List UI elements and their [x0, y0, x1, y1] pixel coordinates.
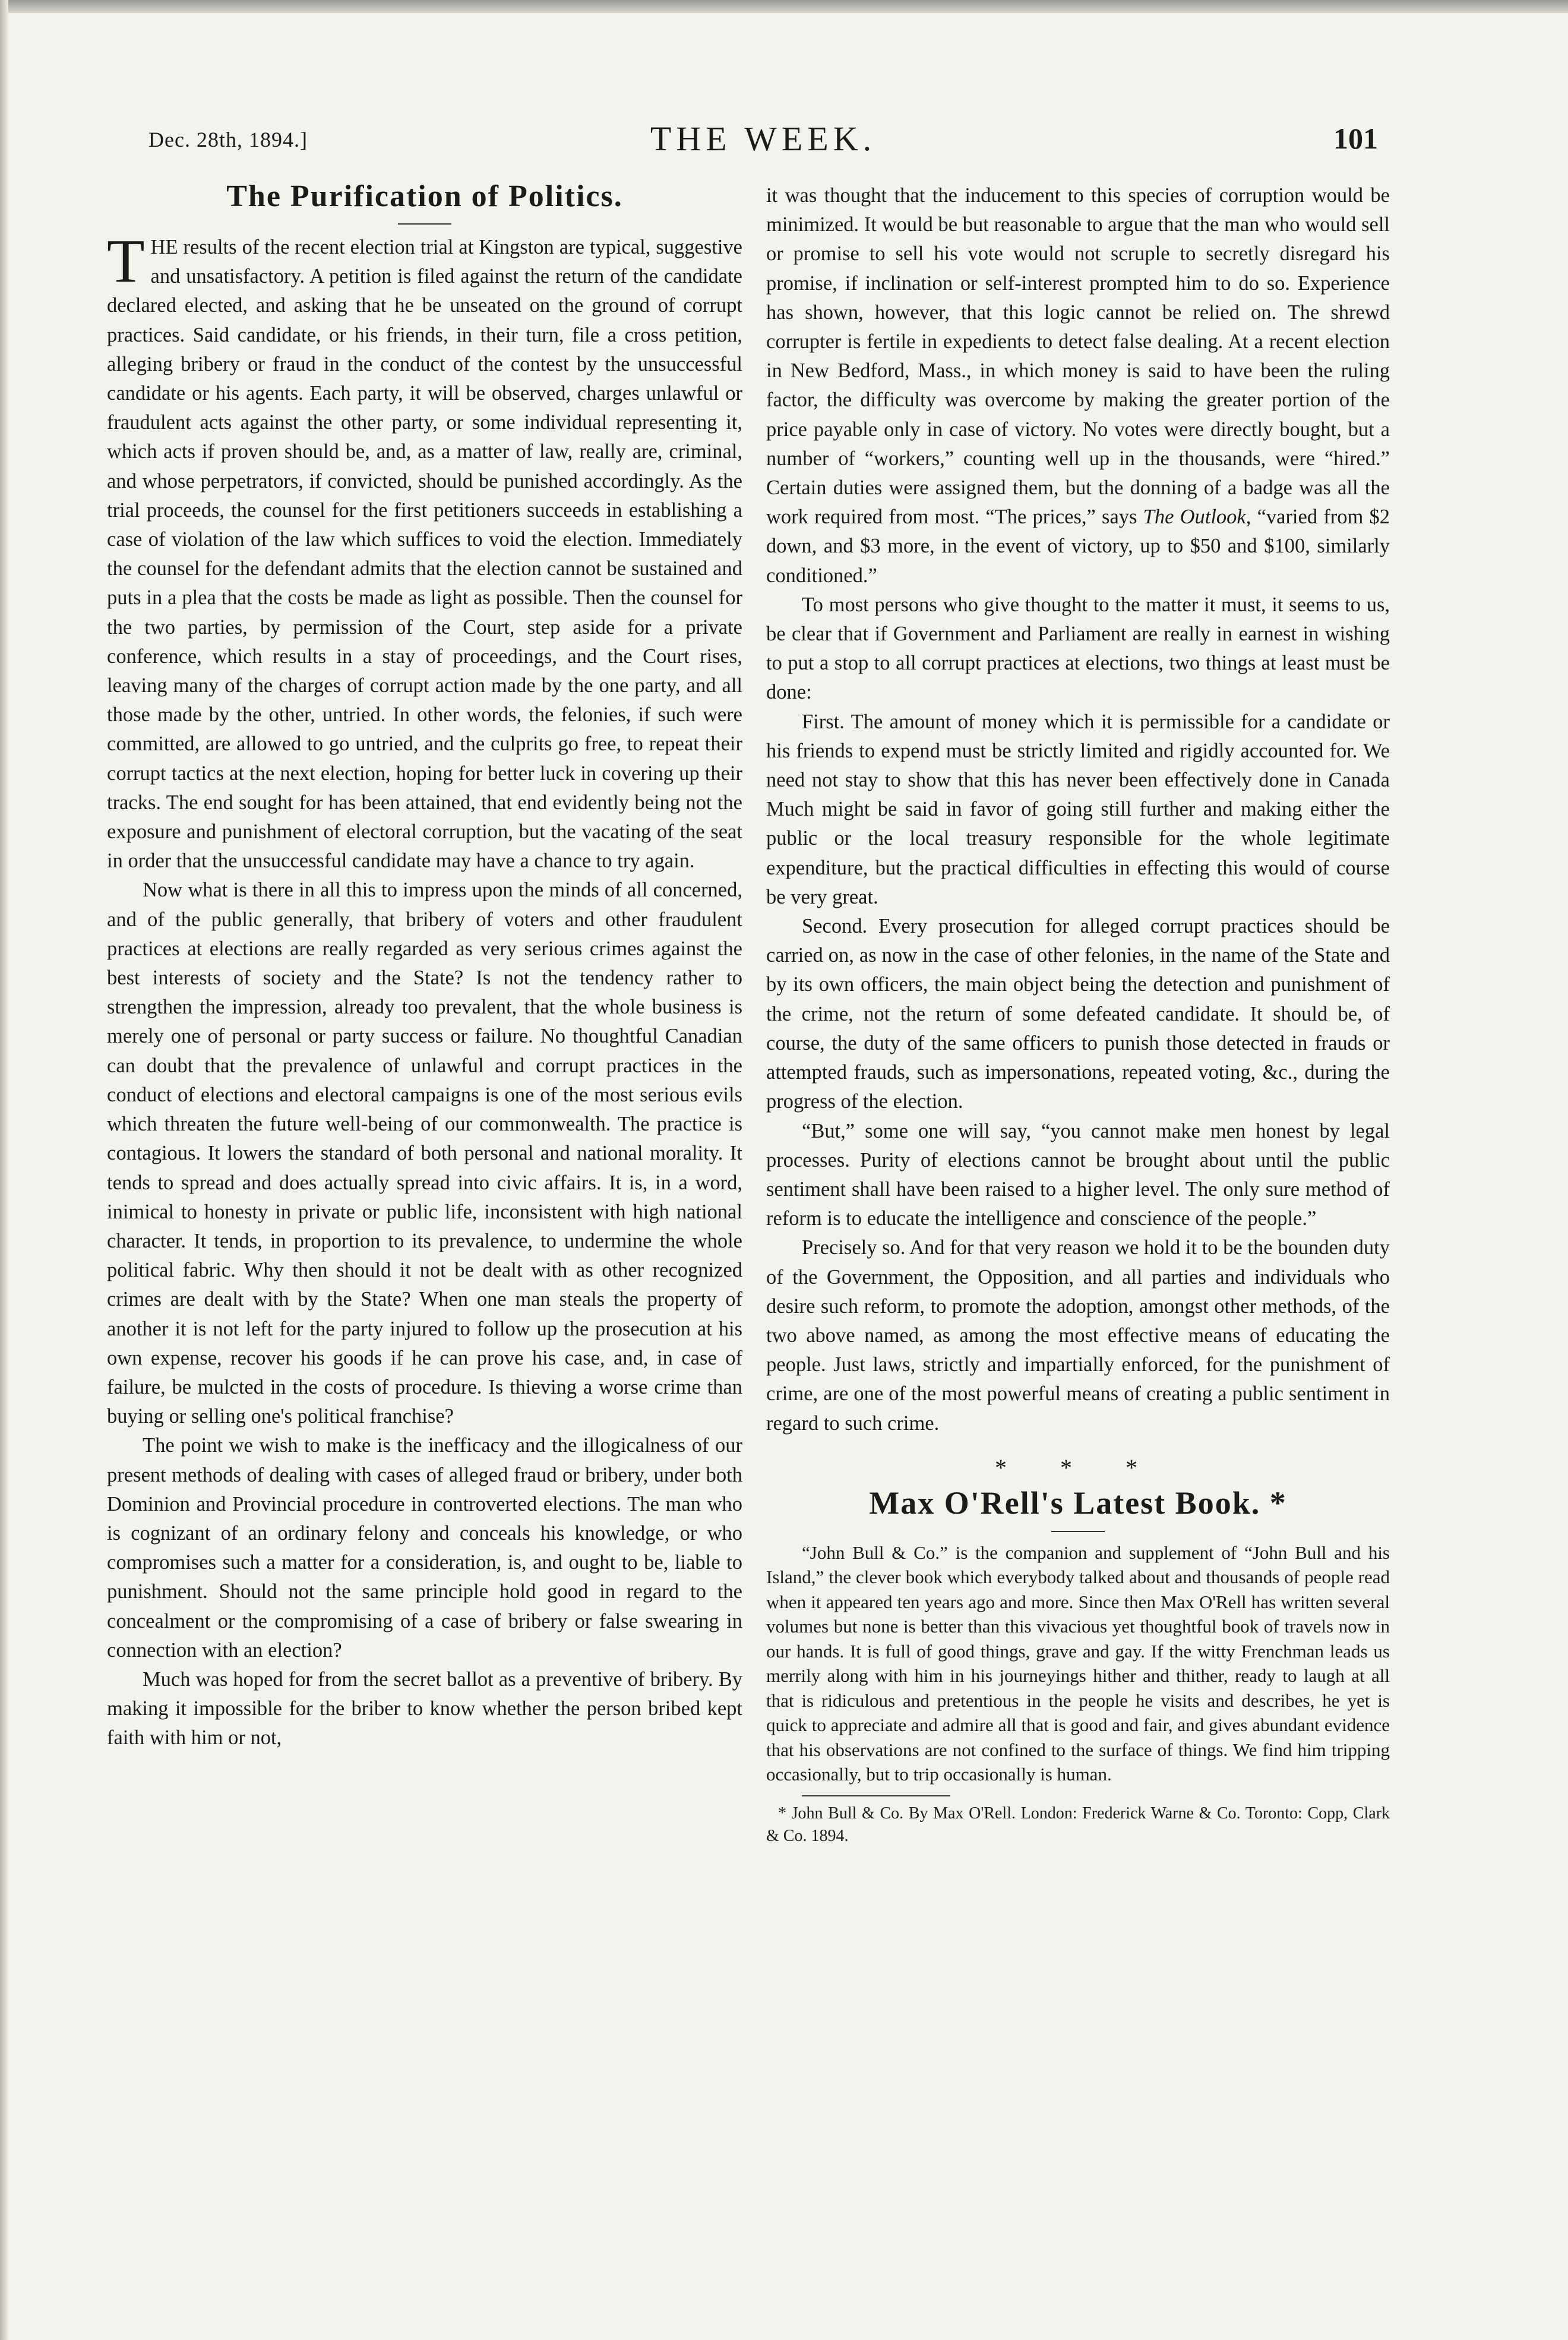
paragraph-5-text-a: it was thought that the inducement to this species of corruption would be minimized. It would be but reasonable to argue that the man who would sell or promise to sell his vote would not scruple to secretly disregard his promise, if inclination or self-interest prompted him to do so. Experience has shown, however, that this logic cannot be relied on. The shrewd corrupter is fertile in expedients to detect false dealing. At a recent election in New Bedford, Mass., in which money is said to have been the ruling factor, the difficulty was overcome by making the greater portion of the price payable only in case of victory. No votes were directly bought, but a number of “workers,” counting well up in the thousands, were “hired.” Certain duties were assigned them, but the donning of a badge was all the work required from most. “The prices,” says: [766, 184, 1390, 529]
page-number: 101: [1333, 122, 1378, 155]
paragraph-9: “But,” some one will say, “you cannot make men honest by legal processes. Purity of elections cannot be brought about until the public sentiment shall have been raised to a higher level. The only sure method of reform is to educate the intelligence and conscience of the people.”: [766, 1119, 1390, 1230]
issue-date: Dec. 28th, 1894.]: [148, 128, 308, 151]
review-title-rule: [1051, 1531, 1105, 1532]
footnote: * John Bull & Co. By Max O'Rell. London: Frederick Warne & Co. Toronto: Copp, Clark & Co. 1894.: [766, 1804, 1390, 1845]
paragraph-4: Much was hoped for from the secret ballot as a preventive of bribery. By making it impossible for the briber to know whether the person bribed kept faith with him or not,: [107, 1668, 742, 1750]
running-head: [148, 119, 1378, 166]
paragraph-5-text-b: “varied from $2 down, and $3 more, in the event of victory, up to $50 and $100, similarly conditioned.”: [766, 506, 1390, 587]
right-column: [766, 181, 1390, 1848]
footnote-rule: [802, 1795, 950, 1796]
article-title: The Purification of Politics.: [226, 179, 623, 213]
left-column: [107, 178, 742, 1753]
paragraph-10: Precisely so. And for that very reason we hold it to be the bounden duty of the Government, the Opposition, and all parties and individuals who desire such reform, to promote the adoption, amongst other methods, of the two above named, as among the most effective means of educating the people. Just laws, strictly and impartially enforced, for the punishment of crime, are one of the most powerful means of creating a public sentiment in regard to such crime.: [766, 1236, 1390, 1435]
publication-title: THE WEEK.: [650, 119, 877, 158]
paragraph-2: Now what is there in all this to impress upon the minds of all concerned, and of the public generally, that bribery of voters and other fraudulent practices at elections are really regarded as very serious crimes against the best interests of society and the State? Is not the tendency rather to strengthen the impression, already too prevalent, that the whole business is merely one of personal or party success or failure. No thoughtful Canadian can doubt that the prevalence of unlawful and corrupt practices in the conduct of elections and electoral campaigns is one of the most serious evils which threaten the future well-being of our commonwealth. The practice is contagious. It lowers the standard of both personal and national morality. It tends to spread and does actually spread into civic affairs. It is, in a word, inimical to honesty in private or public life, inconsistent with high national character. It tends, in proportion to its prevalence, to undermine the whole political fabric. Why then should it not be dealt with as other recognized crimes are dealt with by the State? When one man steals the property of another it is not left for the party injured to follow up the prosecution at his own expense, recover his goods if he can prove his case, and, in case of failure, be mulcted in the costs of procedure. Is thieving a worse crime than buying or selling one's political franchise?: [107, 879, 742, 1428]
paragraph-5: [766, 181, 1390, 590]
page-top-edge: [0, 0, 1568, 13]
review-paragraph: “John Bull & Co.” is the companion and supplement of “John Bull and his Island,” the clever book which everybody talked about and thousands of people read when it appeared ten years ago and more. Since then Max O'Rell has written several volumes but none is better than this vivacious yet thoughtful book of travels now in our hands. It is full of good things, grave and gay. If the witty Frenchman leads us merrily along with him in his journeyings hither and thither, ready to laugh at all that is ridiculous and pretentious in the people he visits and describes, he yet is quick to appreciate and admire all that is good and fair, and gives abundant evidence that his observations are not confined to the surface of things. We find him tripping occasionally, but to trip occasionally is human.: [766, 1542, 1390, 1785]
page-left-edge: [0, 0, 8, 2340]
drop-cap: T: [107, 227, 145, 295]
paragraph-8: Second. Every prosecution for alleged corrupt practices should be carried on, as now in the case of other felonies, in the name of the State and by its own officers, the main object being the detection and punishment of the crime, not the return of some defeated candidate. It should be, of course, the duty of the same officers to punish those detected in frauds or attempted frauds, such as impersonations, repeated voting, &c., during the progress of the election.: [766, 915, 1390, 1113]
paragraph-6: To most persons who give thought to the matter it must, it seems to us, be clear that if Government and Parliament are really in earnest in wishing to put a stop to all corrupt practices at elections, two things at least must be done:: [766, 593, 1390, 704]
review-title: Max O'Rell's Latest Book. *: [869, 1485, 1287, 1521]
section-separator: * * *: [995, 1454, 1161, 1481]
paragraph-7: First. The amount of money which it is permissible for a candidate or his friends to expend must be strictly limited and rigidly accounted for. We need not stay to show that this has never been effectively done in Canada Much might be said in favor of going still further and making either the public or the local treasury responsible for the whole legitimate expenditure, but the practical difficulties in effecting this would of course be very great.: [766, 710, 1390, 908]
title-rule: [398, 223, 451, 225]
paragraph-3: The point we wish to make is the inefficacy and the illogicalness of our present methods of dealing with cases of alleged fraud or bribery, under both Dominion and Provincial procedure in controverted elections. The man who is cognizant of an ordinary felony and conceals his knowledge, or who compromises such a matter for a consideration, is, and ought to be, liable to punishment. Should not the same principle hold good in regard to the concealment or the compromising of a case of bribery or false swearing in connection with an election?: [107, 1434, 742, 1662]
paragraph-1: [107, 227, 742, 876]
outlook-citation: The Outlook,: [1143, 506, 1251, 529]
paragraph-1-text: HE results of the recent election trial at Kingston are typical, suggestive and unsatisfactory. A petition is filed against the return of the candidate declared elected, and asking that he be unseated on the ground of corrupt practices. Said candidate, or his friends, in their turn, file a cross petition, alleging bribery or fraud in the conduct of the contest by the unsuccessful candidate or his agents. Each party, it will be observed, charges unlawful or fraudulent acts against the other party, or some individual representing it, which acts if proven should be, and, as a matter of law, really are, criminal, and whose perpetrators, if convicted, should be punished accordingly. As the trial proceeds, the counsel for the first petitioners succeeds in establishing a case of violation of the law which suffices to void the election. Immediately the counsel for the defendant admits that the election cannot be sustained and puts in a plea that the costs be made as light as possible. Then the counsel for the two parties, by permission of the Court, step aside for a private conference, which results in a stay of proceedings, and the Court rises, leaving many of the charges of corrupt action made by the one party, and all those made by the other, untried. In other words, the felonies, if such were committed, are allowed to go untried, and the culprits go free, to repeat their corrupt tactics at the next election, hoping for better luck in covering up their tracks. The end sought for has been attained, that end evidently being not the exposure and punishment of electoral corruption, but the vacating of the seat in order that the unsuccessful candidate may have a chance to try again.: [107, 236, 742, 873]
